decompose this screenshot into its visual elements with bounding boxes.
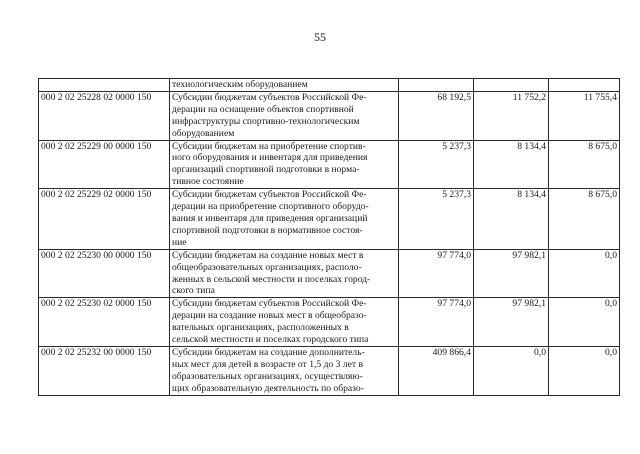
budget-code-cell xyxy=(39,79,170,92)
description-line: Субсидии бюджетам субъектов Российской Фе- xyxy=(172,298,367,310)
description-cell xyxy=(170,298,399,347)
description-line: Субсидии бюджетам на приобретение спортив- xyxy=(172,140,366,152)
description-line: ние xyxy=(172,236,187,248)
table-row xyxy=(39,79,620,92)
description-line: инфраструктуры спортивно-технологическим xyxy=(172,115,360,127)
description-line: вания и инвентаря для приведения организаций xyxy=(172,212,368,224)
description-line: щих образовательную деятельность по образо- xyxy=(172,382,364,394)
amount-cell-1: 5 237,3 xyxy=(399,140,474,189)
amount-cell-1 xyxy=(399,79,474,92)
description-line: спортивной подготовки в нормативное состоя- xyxy=(172,224,363,236)
amount-cell-2: 97 982,1 xyxy=(474,249,549,298)
amount-cell-2: 97 982,1 xyxy=(474,298,549,347)
description-line: Субсидии бюджетам субъектов Российской Фе- xyxy=(172,91,367,103)
budget-code-cell: 000 2 02 25230 02 0000 150 xyxy=(39,298,170,347)
table-row xyxy=(39,189,620,250)
description-cell xyxy=(170,189,399,250)
description-line: Субсидии бюджетам на создание дополнитель- xyxy=(172,346,365,358)
description-line: образовательных организациях, осуществляю- xyxy=(172,370,363,382)
budget-code-cell: 000 2 02 25230 00 0000 150 xyxy=(39,249,170,298)
amount-cell-3: 0,0 xyxy=(549,346,620,395)
description-line: тивное состояние xyxy=(172,176,244,188)
amount-cell-2: 8 134,4 xyxy=(474,189,549,250)
description-line: ского типа xyxy=(172,285,215,297)
description-line: дерации на оснащение объектов спортивной xyxy=(172,103,354,115)
description-line: сельской местности и поселках городского типа xyxy=(172,334,369,346)
description-line: ного оборудования и инвентаря для приведения xyxy=(172,152,368,164)
description-line: организаций спортивной подготовки в норма- xyxy=(172,164,360,176)
description-line: дерации на создание новых мест в общеобразо- xyxy=(172,310,367,322)
amount-cell-2 xyxy=(474,79,549,92)
budget-code-cell: 000 2 02 25232 00 0000 150 xyxy=(39,346,170,395)
table-row xyxy=(39,140,620,189)
amount-cell-2: 0,0 xyxy=(474,346,549,395)
amount-cell-1: 409 866,4 xyxy=(399,346,474,395)
table-row xyxy=(39,91,620,140)
amount-cell-3: 8 675,0 xyxy=(549,189,620,250)
description-cell xyxy=(170,346,399,395)
budget-table xyxy=(38,78,620,396)
amount-cell-3 xyxy=(549,79,620,92)
amount-cell-2: 8 134,4 xyxy=(474,140,549,189)
table-row xyxy=(39,298,620,347)
description-line: дерации на приобретение спортивного оборудо- xyxy=(172,201,369,213)
description-line: ных мест для детей в возрасте от 1,5 до 3 лет в xyxy=(172,358,364,370)
description-cell xyxy=(170,140,399,189)
description-cell xyxy=(170,91,399,140)
budget-code-cell: 000 2 02 25229 00 0000 150 xyxy=(39,140,170,189)
amount-cell-1: 97 774,0 xyxy=(399,249,474,298)
description-line: Субсидии бюджетам на создание новых мест в xyxy=(172,249,364,261)
amount-cell-3: 8 675,0 xyxy=(549,140,620,189)
amount-cell-1: 97 774,0 xyxy=(399,298,474,347)
table-row xyxy=(39,249,620,298)
amount-cell-2: 11 752,2 xyxy=(474,91,549,140)
amount-cell-1: 68 192,5 xyxy=(399,91,474,140)
description-line: технологическим оборудованием xyxy=(172,79,308,90)
description-line: общеобразовательных организациях, располо- xyxy=(172,261,362,273)
amount-cell-1: 5 237,3 xyxy=(399,189,474,250)
amount-cell-3: 0,0 xyxy=(549,298,620,347)
table-row xyxy=(39,346,620,395)
budget-code-cell: 000 2 02 25228 02 0000 150 xyxy=(39,91,170,140)
description-cell xyxy=(170,249,399,298)
amount-cell-3: 11 755,4 xyxy=(549,91,620,140)
description-line: вательных организациях, расположенных в xyxy=(172,322,349,334)
description-line: Субсидии бюджетам субъектов Российской Фе- xyxy=(172,189,367,201)
description-cell xyxy=(170,79,399,92)
page-number: 55 xyxy=(314,30,326,44)
description-line: женных в сельской местности и поселках город- xyxy=(172,273,371,285)
description-line: оборудованием xyxy=(172,127,235,139)
budget-code-cell: 000 2 02 25229 02 0000 150 xyxy=(39,189,170,250)
amount-cell-3: 0,0 xyxy=(549,249,620,298)
